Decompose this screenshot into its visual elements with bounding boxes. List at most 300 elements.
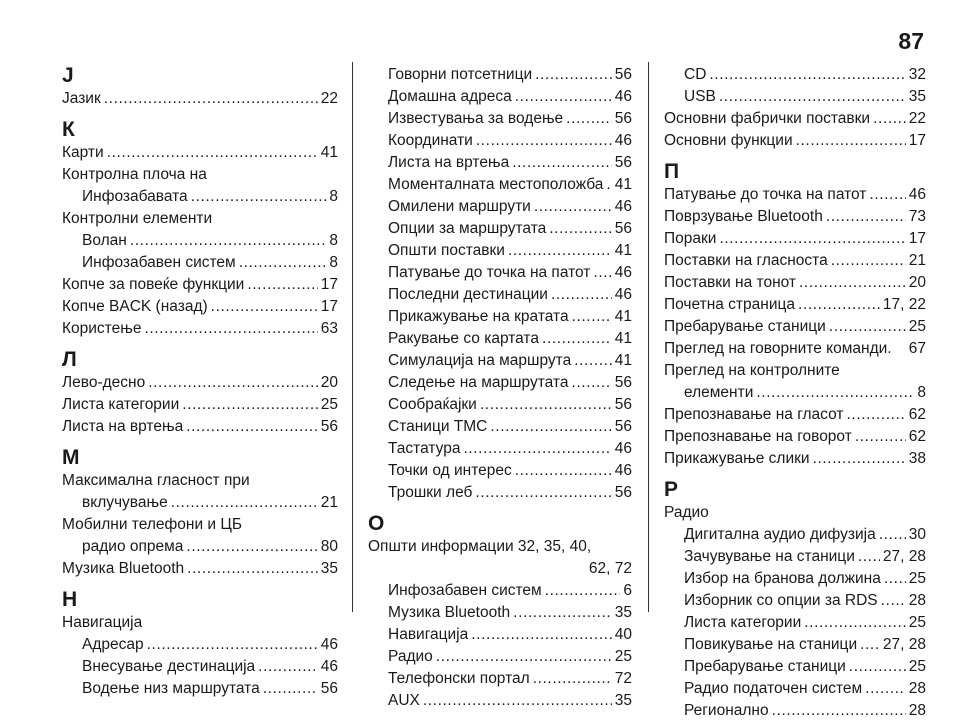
dot-leader <box>831 250 906 272</box>
index-entry <box>664 250 926 272</box>
index-entry-text: Домашна адреса <box>388 88 512 105</box>
dot-leader <box>107 142 318 164</box>
dot-leader <box>719 86 906 108</box>
index-entry-text: Сообраќајки <box>388 396 477 413</box>
index-entry <box>62 372 338 394</box>
dot-leader <box>211 296 318 318</box>
index-page-number: 62 <box>908 406 926 423</box>
index-entry-text: Листа категории <box>62 396 180 413</box>
index-entry-text: Дигитална аудио дифузија <box>684 526 876 543</box>
dot-leader <box>480 394 612 416</box>
index-entry <box>368 86 632 108</box>
index-entry <box>664 612 926 634</box>
index-entry-text: Листа на вртења <box>62 418 184 435</box>
dot-leader <box>772 700 906 722</box>
index-entry-text: Прикажување на кратата <box>388 308 569 325</box>
index-page-number: 46 <box>320 658 338 675</box>
index-entry <box>368 646 632 668</box>
index-page-number: 6 <box>623 582 632 599</box>
index-entry <box>368 240 632 262</box>
index-entry <box>368 196 632 218</box>
index-page-number: 40 <box>614 626 632 643</box>
index-page-number: 25 <box>908 570 926 587</box>
index-entry-text: Општи поставки <box>388 242 505 259</box>
index-entry <box>664 524 926 546</box>
dot-leader <box>186 536 317 558</box>
index-entry-text: USB <box>684 88 716 105</box>
dot-leader <box>144 318 317 340</box>
index-entry <box>368 218 632 240</box>
index-page-number: 41 <box>614 242 632 259</box>
index-entry-text: Регионално <box>684 702 769 719</box>
index-entry-text: Ракување со картата <box>388 330 539 347</box>
index-entry-text: 62, 72 <box>588 560 632 577</box>
dot-leader <box>476 130 612 152</box>
index-column-1 <box>62 64 338 700</box>
dot-leader <box>884 568 906 590</box>
dot-leader <box>545 580 621 602</box>
dot-leader <box>719 228 905 250</box>
index-page-number: 35 <box>320 560 338 577</box>
dot-leader <box>130 230 327 252</box>
index-entry <box>664 184 926 206</box>
dot-leader <box>247 274 317 296</box>
index-entry-text: Карти <box>62 144 104 161</box>
index-entry-text: Радио <box>388 648 433 665</box>
index-entry <box>62 318 338 340</box>
index-entry-text: Користење <box>62 320 142 337</box>
index-page-number: 56 <box>614 154 632 171</box>
index-entry-text: Почетна страница <box>664 296 795 313</box>
index-page-number: 22 <box>320 90 338 107</box>
index-entry-text: Адресар <box>82 636 144 653</box>
index-page-number: 21 <box>908 252 926 269</box>
index-entry-text: Пораки <box>664 230 717 247</box>
index-entry <box>62 296 338 318</box>
index-entry-text: радио опрема <box>82 538 184 555</box>
index-entry-text: Инфозабавен систем <box>388 582 542 599</box>
dot-leader <box>475 482 611 504</box>
index-page-number: 17, 22 <box>882 296 926 313</box>
index-entry-text: Поставки на гласноста <box>664 252 828 269</box>
index-entry <box>664 64 926 86</box>
index-page-number: 41 <box>614 308 632 325</box>
index-page-number: 8 <box>329 188 338 205</box>
index-page-number: 17 <box>320 276 338 293</box>
index-page-number: 22 <box>908 110 926 127</box>
index-entry-text: Волан <box>82 232 127 249</box>
index-page-number: 8 <box>329 232 338 249</box>
dot-leader <box>513 602 612 624</box>
index-entry-text: Копче за повеќе функции <box>62 276 245 293</box>
dot-leader <box>549 218 611 240</box>
dot-leader <box>423 690 612 712</box>
dot-leader <box>709 64 905 86</box>
index-entry-text: Листа на вртења <box>388 154 510 171</box>
index-entry-heading <box>664 360 926 382</box>
dot-leader <box>879 524 906 546</box>
dot-leader <box>829 316 906 338</box>
index-entry <box>368 152 632 174</box>
index-entry-text: Изборник со опции за RDS <box>684 592 878 609</box>
index-entry-text: Повикување на станици <box>684 636 858 653</box>
index-page-number: 46 <box>614 198 632 215</box>
index-entry-text: Контролни елементи <box>62 210 213 227</box>
index-entry-text: Поврзување Bluetooth <box>664 208 823 225</box>
index-entry-text: Патување до точка на патот <box>664 186 867 203</box>
index-entry <box>664 678 926 700</box>
index-letter-heading: J <box>62 64 74 87</box>
dot-leader <box>508 240 612 262</box>
index-entry-text: Препознавање на гласот <box>664 406 844 423</box>
index-letter-heading: К <box>62 118 75 141</box>
index-entry <box>664 294 926 316</box>
index-letter-heading: Р <box>664 478 679 501</box>
index-page-number: 56 <box>614 220 632 237</box>
index-entry <box>664 568 926 590</box>
index-entry <box>664 108 926 130</box>
index-entry-text: CD <box>684 66 707 83</box>
index-entry <box>664 700 926 722</box>
index-entry <box>664 130 926 152</box>
dot-leader <box>860 634 880 656</box>
dot-leader <box>490 416 611 438</box>
index-page-number: 35 <box>614 692 632 709</box>
dot-leader <box>873 108 906 130</box>
index-entry <box>368 624 632 646</box>
index-page-number: 56 <box>614 110 632 127</box>
index-page-number: 17 <box>908 132 926 149</box>
dot-leader <box>606 174 611 196</box>
index-entry-heading <box>62 208 338 230</box>
index-entry-text: Станици TMC <box>388 418 488 435</box>
dot-leader <box>182 394 318 416</box>
index-entry <box>368 130 632 152</box>
index-entry-text: Навигација <box>62 614 143 631</box>
index-page-number: 56 <box>320 680 338 697</box>
index-page-number: 46 <box>614 264 632 281</box>
index-entry <box>368 438 632 460</box>
index-page-number: 46 <box>908 186 926 203</box>
index-entry <box>368 460 632 482</box>
dot-leader <box>796 130 906 152</box>
index-page-number: 25 <box>908 614 926 631</box>
index-page-number: 27, 28 <box>882 636 926 653</box>
index-entry-text: Последни дестинации <box>388 286 548 303</box>
index-entry-text: Музика Bluetooth <box>62 560 185 577</box>
index-entry-text: Максимална гласност при <box>62 472 250 489</box>
index-entry-heading <box>62 470 338 492</box>
index-page-number: 67 <box>908 340 926 357</box>
dot-leader <box>593 262 611 284</box>
index-entry-heading <box>664 502 926 524</box>
index-entry <box>664 228 926 250</box>
index-entry-text: Телефонски портал <box>388 670 530 687</box>
index-letter-heading: Л <box>62 348 77 371</box>
index-entry-text: Преглед на контролните <box>664 362 840 379</box>
index-entry <box>62 394 338 416</box>
index-entry <box>368 108 632 130</box>
index-entry-text: Координати <box>388 132 473 149</box>
dot-leader <box>855 426 906 448</box>
index-page-number: 56 <box>614 396 632 413</box>
index-entry-text: Општи информации 32, 35, 40, <box>368 538 592 555</box>
index-entry <box>368 580 632 602</box>
index-entry-text: Пребарување станици <box>684 658 846 675</box>
index-entry-text: Преглед на говорните команди. <box>664 340 892 357</box>
index-entry-text: AUX <box>388 692 420 709</box>
dot-leader <box>148 372 318 394</box>
index-page-number: 56 <box>614 374 632 391</box>
index-letter-heading: Н <box>62 588 78 611</box>
index-entry <box>368 394 632 416</box>
index-page-number: 28 <box>908 592 926 609</box>
index-page-number: 25 <box>320 396 338 413</box>
index-entry-text: Пребарување станици <box>664 318 826 335</box>
index-entry <box>368 602 632 624</box>
index-entry-text: Внесување дестинација <box>82 658 256 675</box>
index-page-number: 27, 28 <box>882 548 926 565</box>
dot-leader <box>239 252 327 274</box>
index-entry <box>664 590 926 612</box>
index-page-number: 25 <box>908 658 926 675</box>
index-page-number: 38 <box>908 450 926 467</box>
index-entry-heading <box>62 164 338 186</box>
index-entry-text: Основни фабрички поставки <box>664 110 871 127</box>
index-entry <box>62 634 338 656</box>
index-entry <box>62 536 338 558</box>
index-entry <box>368 328 632 350</box>
index-entry <box>62 274 338 296</box>
index-entry-text: Трошки леб <box>388 484 473 501</box>
index-page-number: 46 <box>614 462 632 479</box>
index-page-number: 20 <box>320 374 338 391</box>
index-page-number: 72 <box>614 670 632 687</box>
index-page-number: 46 <box>320 636 338 653</box>
dot-leader <box>191 186 327 208</box>
index-entry-text: Прикажување слики <box>664 450 810 467</box>
index-entry-text: Зачувување на станици <box>684 548 855 565</box>
dot-leader <box>512 152 612 174</box>
index-column-2 <box>368 64 632 712</box>
dot-leader <box>147 634 318 656</box>
index-entry <box>664 546 926 568</box>
index-entry-text: Следење на маршрутата <box>388 374 569 391</box>
index-page-number: 28 <box>908 702 926 719</box>
index-entry <box>62 492 338 514</box>
index-entry-heading <box>62 514 338 536</box>
index-entry-text: Радио <box>664 504 709 521</box>
index-entry <box>368 482 632 504</box>
index-page-number: 17 <box>320 298 338 315</box>
dot-leader <box>566 108 612 130</box>
index-page-number: 8 <box>329 254 338 271</box>
index-entry-text: Избор на бранова должина <box>684 570 881 587</box>
index-entry-text: Основни функции <box>664 132 793 149</box>
dot-leader <box>463 438 611 460</box>
dot-leader <box>534 196 612 218</box>
index-entry-text: елементи <box>684 384 754 401</box>
index-page-number: 20 <box>908 274 926 291</box>
index-page-number: 21 <box>320 494 338 511</box>
index-entry-text: Симулација на маршрута <box>388 352 572 369</box>
index-page-number: 41 <box>614 352 632 369</box>
index-entry <box>62 252 338 274</box>
dot-leader <box>881 590 906 612</box>
index-letter-heading: П <box>664 160 680 183</box>
index-entry <box>664 316 926 338</box>
index-entry <box>368 284 632 306</box>
page-number: 87 <box>898 28 924 54</box>
dot-leader <box>186 416 318 438</box>
dot-leader <box>515 460 612 482</box>
index-entry-heading <box>62 612 338 634</box>
index-entry <box>664 426 926 448</box>
dot-leader <box>515 86 612 108</box>
index-page-number: 46 <box>614 440 632 457</box>
column-divider <box>648 62 649 612</box>
index-page-number: 25 <box>614 648 632 665</box>
index-entry <box>62 186 338 208</box>
index-entry-text: Мобилни телефони и ЦБ <box>62 516 243 533</box>
index-page-number: 56 <box>614 418 632 435</box>
dot-leader <box>171 492 318 514</box>
index-entry <box>368 372 632 394</box>
index-page-number: 41 <box>320 144 338 161</box>
dot-leader <box>535 64 612 86</box>
index-entry <box>664 382 926 404</box>
index-entry-heading <box>368 536 632 558</box>
index-entry <box>664 656 926 678</box>
index-entry-text: Опции за маршрутата <box>388 220 547 237</box>
dot-leader <box>826 206 906 228</box>
index-page-number: 46 <box>614 286 632 303</box>
index-page-number: 8 <box>917 384 926 401</box>
dot-leader <box>865 678 906 700</box>
index-entry <box>664 86 926 108</box>
index-letter-heading: М <box>62 446 80 469</box>
index-entry-text: Копче BACK (назад) <box>62 298 208 315</box>
index-entry-text: Препознавање на говорот <box>664 428 852 445</box>
index-letter-heading: О <box>368 512 385 535</box>
index-page-number: 46 <box>614 132 632 149</box>
dot-leader <box>574 350 612 372</box>
index-entry <box>368 668 632 690</box>
index-page-number: 80 <box>320 538 338 555</box>
index-entry <box>368 306 632 328</box>
dot-leader <box>846 404 905 426</box>
index-entry <box>368 416 632 438</box>
index-entry-text: Радио податочен систем <box>684 680 863 697</box>
dot-leader <box>571 372 611 394</box>
index-entry-text: Навигација <box>388 626 469 643</box>
index-entry <box>664 404 926 426</box>
dot-leader <box>849 656 906 678</box>
index-entry <box>368 690 632 712</box>
dot-leader <box>798 294 880 316</box>
index-entry-heading <box>368 558 632 580</box>
index-page-number: 41 <box>614 330 632 347</box>
index-entry-text: вклучување <box>82 494 168 511</box>
index-entry <box>664 338 926 360</box>
index-entry-text: Моменталната местоположба <box>388 176 604 193</box>
dot-leader <box>436 646 612 668</box>
index-page-number: 56 <box>320 418 338 435</box>
index-page-number: 56 <box>614 66 632 83</box>
dot-leader <box>756 382 914 404</box>
index-page-number: 56 <box>614 484 632 501</box>
index-entry-text: Омилени маршрути <box>388 198 531 215</box>
index-entry-text: Тастатура <box>388 440 461 457</box>
index-entry <box>368 262 632 284</box>
index-entry-text: Патување до точка на патот <box>388 264 591 281</box>
index-page-number: 63 <box>320 320 338 337</box>
index-entry <box>62 416 338 438</box>
index-page-number: 41 <box>614 176 632 193</box>
index-entry <box>62 656 338 678</box>
index-entry <box>368 174 632 196</box>
index-entry-text: Инфозабавата <box>82 188 188 205</box>
index-entry <box>664 448 926 470</box>
index-entry-text: Музика Bluetooth <box>388 604 511 621</box>
dot-leader <box>858 546 880 568</box>
index-page-number: 17 <box>908 230 926 247</box>
index-entry-text: Контролна плоча на <box>62 166 207 183</box>
index-entry-text: Поставки на тонот <box>664 274 797 291</box>
dot-leader <box>533 668 612 690</box>
dot-leader <box>542 328 612 350</box>
index-entry <box>62 558 338 580</box>
index-entry-text: Водење низ маршрутата <box>82 680 260 697</box>
index-entry-text: Инфозабавен систем <box>82 254 236 271</box>
index-entry-text: Точки од интерес <box>388 462 512 479</box>
index-page-number: 28 <box>908 680 926 697</box>
dot-leader <box>799 272 906 294</box>
dot-leader <box>869 184 905 206</box>
dot-leader <box>804 612 906 634</box>
index-entry <box>62 230 338 252</box>
index-entry-text: Говорни потсетници <box>388 66 533 83</box>
dot-leader <box>572 306 612 328</box>
dot-leader <box>551 284 612 306</box>
index-entry <box>368 64 632 86</box>
dot-leader <box>187 558 318 580</box>
index-page-number: 25 <box>908 318 926 335</box>
dot-leader <box>258 656 318 678</box>
dot-leader <box>813 448 906 470</box>
index-page-number: 35 <box>614 604 632 621</box>
index-page-number: 32 <box>908 66 926 83</box>
index-entry <box>62 142 338 164</box>
index-entry <box>664 206 926 228</box>
index-column-3 <box>664 64 926 722</box>
dot-leader <box>104 88 318 110</box>
index-entry <box>62 678 338 700</box>
index-entry <box>62 88 338 110</box>
dot-leader <box>471 624 612 646</box>
column-divider <box>352 62 353 612</box>
index-entry-text: Јазик <box>62 90 101 107</box>
index-page-number: 35 <box>908 88 926 105</box>
index-entry-text: Листа категории <box>684 614 802 631</box>
index-page-number: 30 <box>908 526 926 543</box>
dot-leader <box>263 678 318 700</box>
index-entry <box>664 634 926 656</box>
index-page-number: 73 <box>908 208 926 225</box>
index-entry-text: Лево-десно <box>62 374 146 391</box>
index-entry <box>368 350 632 372</box>
index-page-number: 62 <box>908 428 926 445</box>
